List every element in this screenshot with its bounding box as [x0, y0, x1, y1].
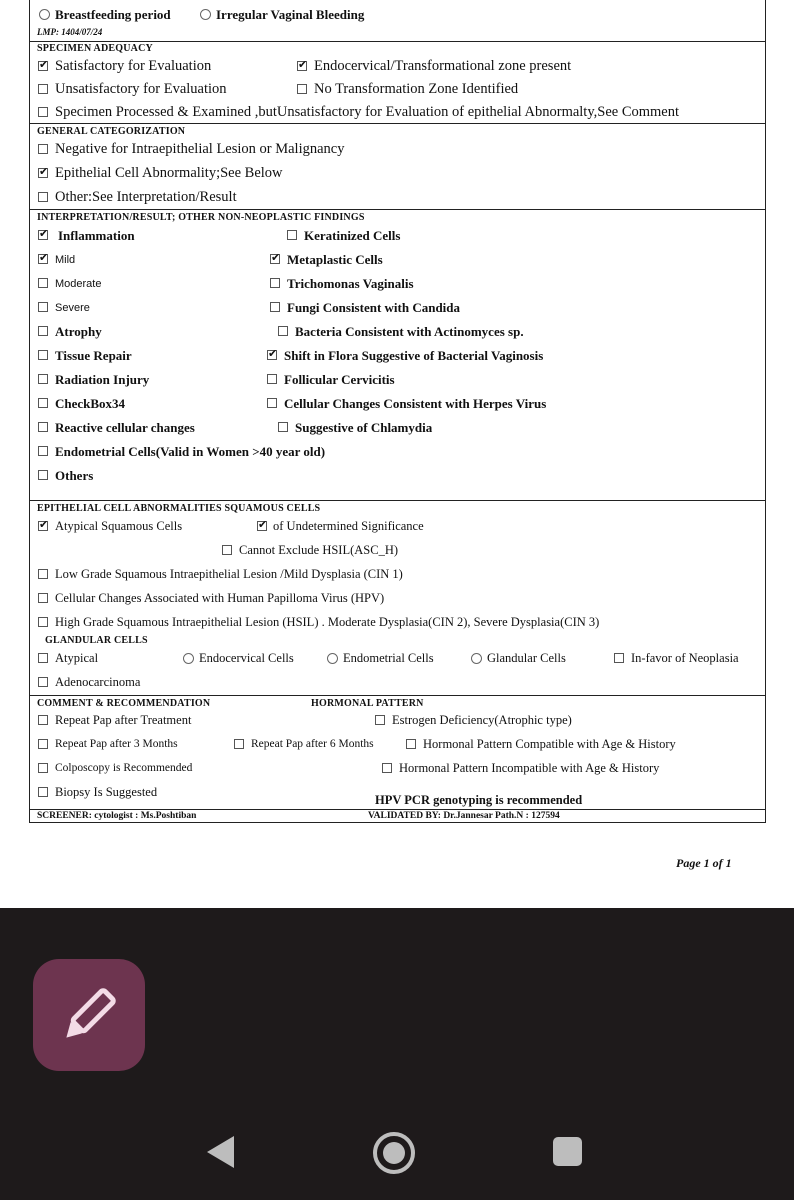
endometrial-cells-label: Endometrial Cells(Valid in Women >40 year old): [55, 444, 326, 459]
satisfactory-label: Satisfactory for Evaluation: [55, 58, 212, 74]
nav-home-icon[interactable]: [373, 1132, 415, 1174]
divider: [29, 209, 765, 210]
hormonal-compatible-label: Hormonal Pattern Compatible with Age & History: [423, 737, 676, 751]
atrophy-label: Atrophy: [55, 324, 102, 339]
metaplastic-checkbox[interactable]: [270, 254, 280, 264]
cannot-exclude-label: Cannot Exclude HSIL(ASC_H): [239, 543, 399, 557]
divider: [29, 809, 765, 810]
others-label: Others: [55, 468, 94, 483]
endocervical-cells-radio[interactable]: [183, 653, 194, 664]
glandular-cells-label: Glandular Cells: [487, 651, 566, 665]
hormonal-incompatible-label: Hormonal Pattern Incompatible with Age & History: [399, 761, 660, 775]
hpv-changes-checkbox[interactable]: [38, 593, 48, 603]
other-checkbox[interactable]: [38, 192, 48, 202]
herpes-checkbox[interactable]: [267, 398, 277, 408]
metaplastic-label: Metaplastic Cells: [287, 252, 383, 267]
repeat-6-checkbox[interactable]: [234, 739, 244, 749]
neoplasia-checkbox[interactable]: [614, 653, 624, 663]
atypical-squamous-label: Atypical Squamous Cells: [55, 519, 183, 533]
severe-checkbox[interactable]: [38, 302, 48, 312]
tissue-repair-checkbox[interactable]: [38, 350, 48, 360]
undetermined-checkbox[interactable]: [257, 521, 267, 531]
page-number: Page 1 of 1: [676, 856, 732, 870]
follicular-checkbox[interactable]: [267, 374, 277, 384]
adequacy-title: SPECIMEN ADEQUACY: [37, 43, 153, 54]
endocervical-label: Endocervical/Transformational zone present: [314, 58, 572, 74]
atypical-squamous-checkbox[interactable]: [38, 521, 48, 531]
high-grade-checkbox[interactable]: [38, 617, 48, 627]
other-label: Other:See Interpretation/Result: [55, 189, 237, 205]
neoplasia-label: In-favor of Neoplasia: [631, 651, 739, 665]
hpv-pcr-note: HPV PCR genotyping is recommended: [375, 793, 583, 807]
colposcopy-label: Colposcopy is Recommended: [55, 762, 193, 774]
edit-button[interactable]: [33, 959, 145, 1071]
high-grade-label: High Grade Squamous Intraepithelial Lesion (HSIL) . Moderate Dysplasia(CIN 2), Severe Dysplasia(CIN 3): [55, 615, 600, 629]
breastfeeding-radio[interactable]: [39, 9, 50, 20]
radiation-checkbox[interactable]: [38, 374, 48, 384]
repeat-treatment-label: Repeat Pap after Treatment: [55, 713, 192, 727]
glandular-title: GLANDULAR CELLS: [45, 635, 148, 646]
divider: [29, 123, 765, 124]
hormonal-incompatible-checkbox[interactable]: [382, 763, 392, 773]
irregular-bleeding-radio[interactable]: [200, 9, 211, 20]
endocervical-cells-label: Endocervical Cells: [199, 651, 294, 665]
unsatisfactory-label: Unsatisfactory for Evaluation: [55, 81, 227, 97]
comment-title: COMMENT & RECOMMENDATION: [37, 698, 211, 709]
processed-label: Specimen Processed & Examined ,butUnsatisfactory for Evaluation of epithelial Abnormalty,See Comment: [55, 104, 680, 120]
mild-checkbox[interactable]: [38, 254, 48, 264]
inflammation-label: Inflammation: [58, 228, 135, 243]
atrophy-checkbox[interactable]: [38, 326, 48, 336]
processed-checkbox[interactable]: [38, 107, 48, 117]
biopsy-label: Biopsy Is Suggested: [55, 785, 158, 799]
moderate-checkbox[interactable]: [38, 278, 48, 288]
checkbox34-checkbox[interactable]: [38, 398, 48, 408]
repeat-6-label: Repeat Pap after 6 Months: [251, 738, 374, 750]
mild-label: Mild: [55, 254, 76, 266]
satisfactory-checkbox[interactable]: [38, 61, 48, 71]
chlamydia-label: Suggestive of Chlamydia: [295, 420, 433, 435]
negative-checkbox[interactable]: [38, 144, 48, 154]
biopsy-checkbox[interactable]: [38, 787, 48, 797]
chlamydia-checkbox[interactable]: [278, 422, 288, 432]
breastfeeding-label: Breastfeeding period: [55, 7, 171, 22]
estrogen-label: Estrogen Deficiency(Atrophic type): [392, 713, 572, 727]
pencil-icon: [33, 959, 145, 1071]
divider: [29, 41, 765, 42]
abnormality-checkbox[interactable]: [38, 168, 48, 178]
screener-text: SCREENER: cytologist : Ms.Poshtiban: [37, 811, 197, 821]
moderate-label: Moderate: [55, 278, 102, 290]
no-transformation-checkbox[interactable]: [297, 84, 307, 94]
bacteria-checkbox[interactable]: [278, 326, 288, 336]
endocervical-checkbox[interactable]: [297, 61, 307, 71]
estrogen-checkbox[interactable]: [375, 715, 385, 725]
keratinized-label: Keratinized Cells: [304, 228, 401, 243]
glandular-cells-radio[interactable]: [471, 653, 482, 664]
herpes-label: Cellular Changes Consistent with Herpes Virus: [284, 396, 547, 411]
negative-label: Negative for Intraepithelial Lesion or Malignancy: [55, 141, 345, 157]
low-grade-checkbox[interactable]: [38, 569, 48, 579]
radiation-label: Radiation Injury: [55, 372, 150, 387]
fungi-checkbox[interactable]: [270, 302, 280, 312]
keratinized-checkbox[interactable]: [287, 230, 297, 240]
validated-text: VALIDATED BY: Dr.Jannesar Path.N : 127594: [368, 811, 560, 821]
others-checkbox[interactable]: [38, 470, 48, 480]
interp-title: INTERPRETATION/RESULT; OTHER NON-NEOPLASTIC FINDINGS: [37, 212, 365, 223]
reactive-label: Reactive cellular changes: [55, 420, 195, 435]
abnormality-label: Epithelial Cell Abnormality;See Below: [55, 165, 283, 181]
cannot-exclude-checkbox[interactable]: [222, 545, 232, 555]
endometrial-cells-checkbox[interactable]: [38, 446, 48, 456]
repeat-treatment-checkbox[interactable]: [38, 715, 48, 725]
severe-label: Severe: [55, 302, 90, 314]
trichomonas-checkbox[interactable]: [270, 278, 280, 288]
hpv-changes-label: Cellular Changes Associated with Human Papilloma Virus (HPV): [55, 591, 385, 605]
glandular-atypical-checkbox[interactable]: [38, 653, 48, 663]
no-transformation-label: No Transformation Zone Identified: [314, 81, 519, 97]
undetermined-label: of Undetermined Significance: [273, 519, 424, 533]
fungi-label: Fungi Consistent with Candida: [287, 300, 461, 315]
nav-back-icon[interactable]: [207, 1136, 234, 1168]
tissue-repair-label: Tissue Repair: [55, 348, 132, 363]
endometrial-radio[interactable]: [327, 653, 338, 664]
follicular-label: Follicular Cervicitis: [284, 372, 395, 387]
repeat-3-label: Repeat Pap after 3 Months: [55, 738, 178, 750]
shift-flora-checkbox[interactable]: [267, 350, 277, 360]
glandular-atypical-label: Atypical: [55, 651, 99, 665]
divider: [29, 695, 765, 696]
hormonal-title: HORMONAL PATTERN: [311, 698, 424, 709]
reactive-checkbox[interactable]: [38, 422, 48, 432]
trichomonas-label: Trichomonas Vaginalis: [287, 276, 414, 291]
inflammation-checkbox[interactable]: [38, 230, 48, 240]
bacteria-label: Bacteria Consistent with Actinomyces sp.: [295, 324, 524, 339]
divider: [29, 500, 765, 501]
general-title: GENERAL CATEGORIZATION: [37, 126, 186, 137]
adenocarcinoma-checkbox[interactable]: [38, 677, 48, 687]
adenocarcinoma-label: Adenocarcinoma: [55, 675, 141, 689]
hormonal-compatible-checkbox[interactable]: [406, 739, 416, 749]
checkbox34-label: CheckBox34: [55, 396, 126, 411]
irregular-bleeding-label: Irregular Vaginal Bleeding: [216, 7, 365, 22]
squamous-title: EPITHELIAL CELL ABNORMALITIES SQUAMOUS CELLS: [37, 503, 321, 514]
repeat-3-checkbox[interactable]: [38, 739, 48, 749]
colposcopy-checkbox[interactable]: [38, 763, 48, 773]
shift-flora-label: Shift in Flora Suggestive of Bacterial Vaginosis: [284, 348, 544, 363]
endometrial-radio-label: Endometrial Cells: [343, 651, 434, 665]
lmp-text: LMP: 1404/07/24: [37, 27, 103, 37]
unsatisfactory-checkbox[interactable]: [38, 84, 48, 94]
nav-recents-icon[interactable]: [553, 1137, 582, 1166]
low-grade-label: Low Grade Squamous Intraepithelial Lesion /Mild Dysplasia (CIN 1): [55, 567, 403, 581]
